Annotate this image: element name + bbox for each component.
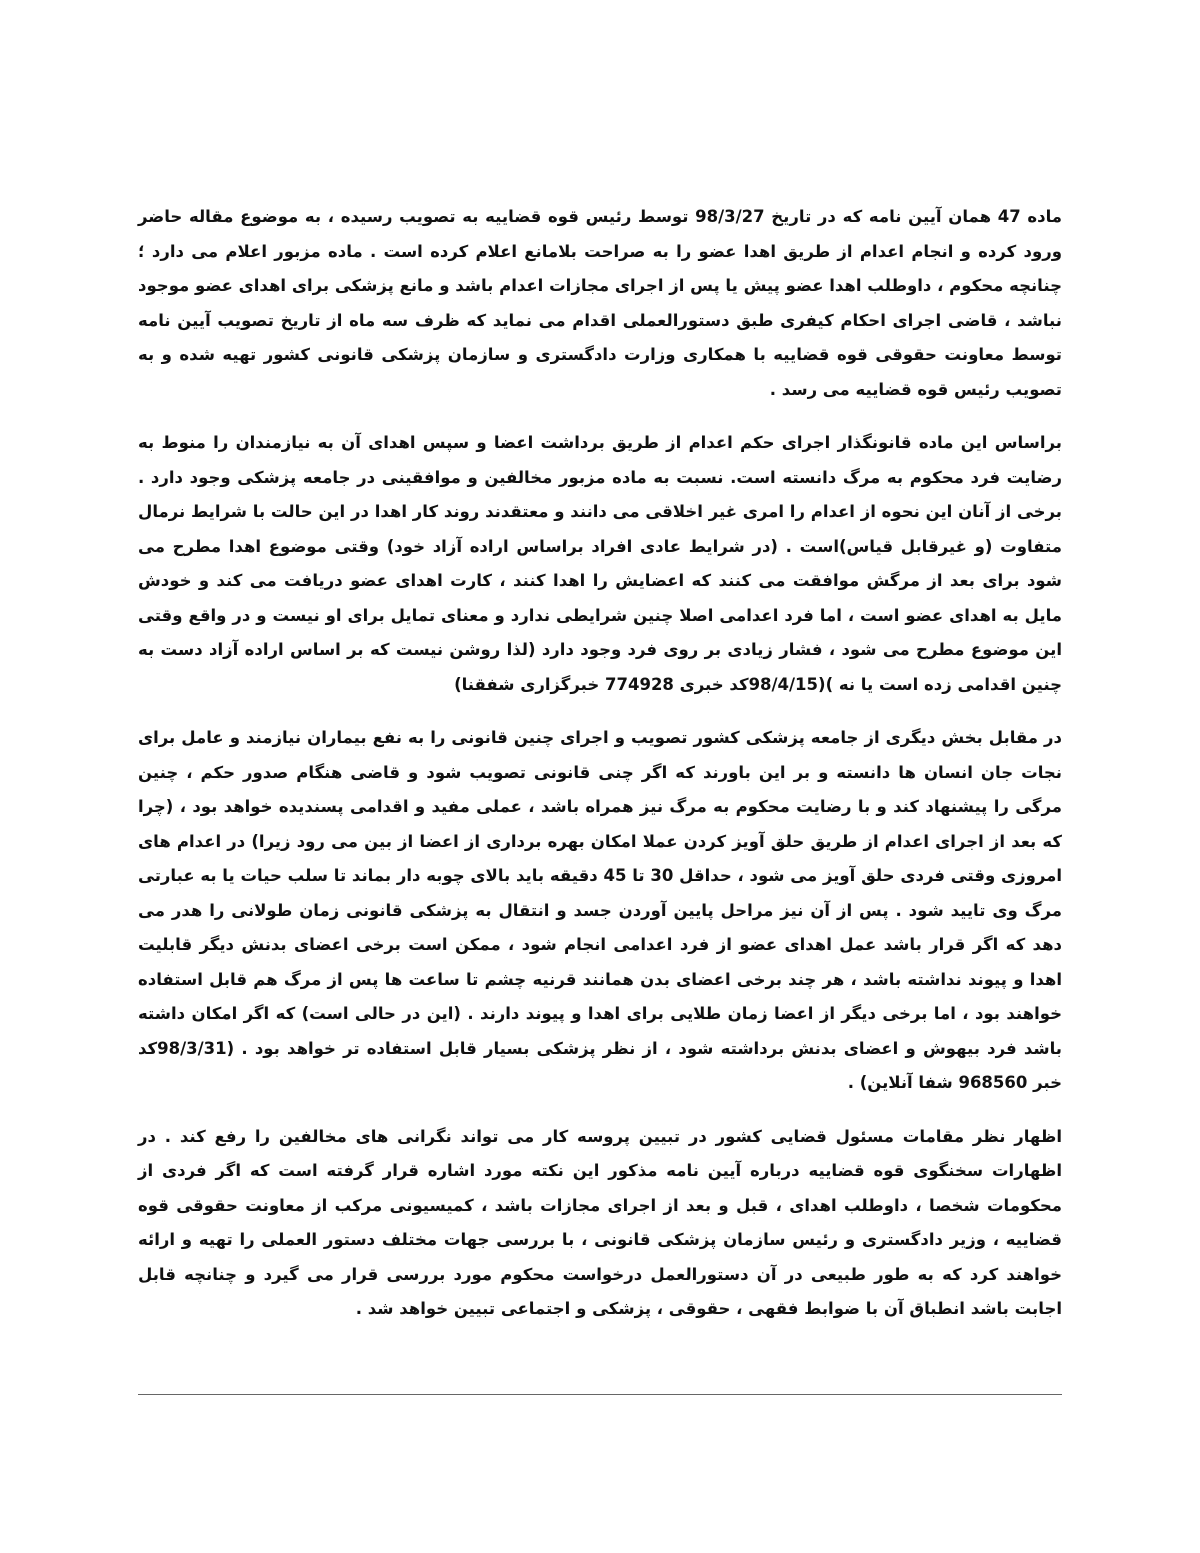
paragraph-judiciary-statement: اظهار نظر مقامات مسئول قضایی کشور در تبیین پروسه کار می تواند نگرانی های مخالفین را رفع کند . در اظهارات سخنگوی قوه قضاییه درباره آیین نامه مذکور این نکته مورد اشاره قرار گرفته است که اگر فردی از محکومات شخصا ، داوطلب اهدای ، قبل و بعد از اجرای مجازات باشد ، کمیسیونی مرکب از معاونت حقوقی قوه قضاییه ، وزیر دادگستری و رئیس سازمان پزشکی قانونی ، با بررسی جهات مختلف دستور العملی را تهیه و ارائه خواهند کرد که به طور طبیعی در آن دستورالعمل درخواست محکوم مورد بررسی قرار می گیرد و چنانچه قابل اجابت باشد انطباق آن با ضوابط فقهی ، حقوقی ، پزشکی و اجتماعی تبیین خواهد شد . — [138, 1126, 1062, 1318]
paragraph-article-47: ماده 47 همان آیین نامه که در تاریخ 98/3/27 توسط رئیس قوه قضاییه به تصویب رسیده ، به موضوع مقاله حاضر ورود کرده و انجام اعدام از طریق اهدا عضو را به صراحت بلامانع اعلام کرده است . ماده مزبور اعلام می دارد ؛ چنانچه محکوم ، داوطلب اهدا عضو پیش یا پس از اجرای مجازات اعدام باشد و مانع پزشکی برای اهدای عضو موجود نباشد ، قاضی اجرای احکام کیفری طبق دستورالعملی اقدام می نماید که ظرف سه ماه از تاریخ تصویب آیین نامه توسط معاونت حقوقی قوه قضاییه با همکاری وزارت دادگستری و سازمان پزشکی قانونی کشور تهیه شده و به تصویب رئیس قوه قضاییه می رسد . — [138, 207, 1062, 399]
paragraph-opponents-view: براساس این ماده قانونگذار اجرای حکم اعدام از طریق برداشت اعضا و سپس اهدای آن به نیازمندان را منوط به رضایت فرد محکوم به مرگ دانسته است. نسبت به ماده مزبور مخالفین و موافقینی در جامعه پزشکی وجود دارد . برخی از آنان این نحوه از اعدام را امری غیر اخلاقی می دانند و معتقدند روند کار اهدا در این حالت با شرایط نرمال متفاوت (و غیرقابل قیاس)است . (در شرایط عادی افراد براساس اراده آزاد خود) وقتی موضوع اهدا مطرح می شود برای بعد از مرگش موافقت می کنند که اعضایش را اهدا کنند ، کارت اهدای عضو دریافت می کند و خودش مایل به اهدای عضو است ، اما فرد اعدامی اصلا چنین شرایطی ندارد و معنای تمایل برای او نیست و در واقع وقتی این موضوع مطرح می شود ، فشار زیادی بر روی فرد وجود دارد (لذا روشن نیست که بر اساس اراده آزاد دست به چنین اقدامی زده است یا نه )(98/4/15کد خبری 774928 خبرگزاری شفقنا) — [138, 433, 1062, 694]
paragraph-supporters-view: در مقابل بخش دیگری از جامعه پزشکی کشور تصویب و اجرای چنین قانونی را به نفع بیماران نیازمند و عامل برای نجات جان انسان ها دانسته و بر این باورند که اگر چنی قانونی تصویب شود و قاضی هنگام صدور حکم ، چنین مرگی را پیشنهاد کند و با رضایت محکوم به مرگ نیز همراه باشد ، عملی مفید و اقدامی پسندیده خواهد بود ، (چرا که بعد از اجرای اعدام از طریق حلق آویز کردن عملا امکان بهره برداری از اعضا از بین می رود زیرا) در اعدام های امروزی وقتی فردی حلق آویز می شود ، حداقل 30 تا 45 دقیقه باید بالای چوبه دار بماند تا سلب حیات یا به عبارتی مرگ وی تایید شود . پس از آن نیز مراحل پایین آوردن جسد و انتقال به پزشکی قانونی زمان طولانی را هدر می دهد که اگر قرار باشد عمل اهدای عضو از فرد اعدامی انجام شود ، ممکن است برخی اعضای بدنش دیگر قابلیت اهدا و پیوند نداشته باشد ، هر چند برخی اعضای بدن همانند قرنیه چشم تا ساعت ها پس از مرگ هم قابل استفاده خواهند بود ، اما برخی دیگر از اعضا زمان طلایی برای اهدا و پیوند دارند . (این در حالی است) که اگر امکان داشته باشد فرد بیهوش و اعضای بدنش برداشته شود ، از نظر پزشکی بسیار قابل استفاده تر خواهد بود . (98/3/31کد خبر 968560 شفا آنلاین) . — [138, 728, 1062, 1092]
footer-divider — [138, 1394, 1062, 1395]
document-body — [138, 200, 1062, 1327]
